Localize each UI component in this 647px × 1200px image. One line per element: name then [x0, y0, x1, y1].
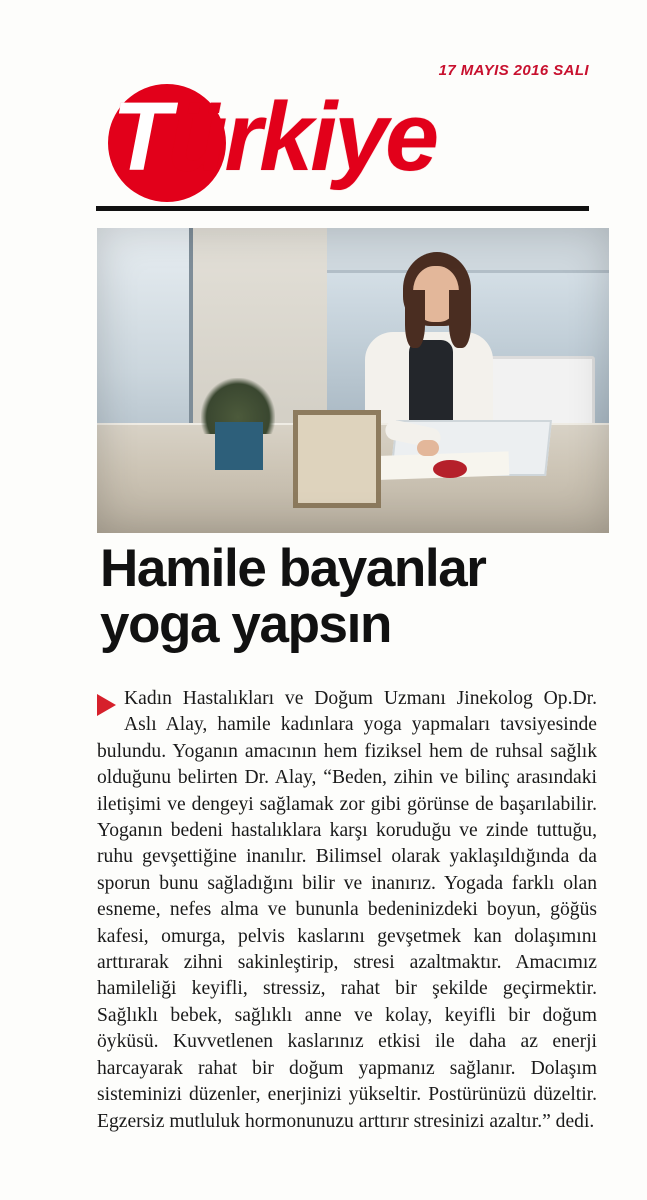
article-paragraph: Kadın Hastalıkları ve Doğum Uzmanı Jinekolog Op.Dr. Aslı Alay, hamile kadınlara yoga yapmaları tavsiyesinde bulundu. Yoganın amacının hem fiziksel hem de ruhsal sağlık olduğunu belirten Dr. Alay, “Beden, zihin ve bilinç arasındaki iletişimi ve dengeyi sağlamak zor gibi görünse de başarılabilir. Yoganın bedeni hastalıklara karşı koruduğu ve zinde tuttuğu, ruhu gevşettiğine inanılır. Bilimsel olarak yaklaşıldığında da sporun bunu sağladığını bilir ve inanırız. Yogada farklı olan esneme, nefes alma ve bununla bedeninizdeki boyun, göğüs kafesi, omurga, pelvis kaslarını gevşetmek kan dolaşımını arttırarak zihni sakinleştirip, stresi azaltmaktır. Amacımız hamileliği keyifli, stressiz, rahat bir şekilde geçirmektir. Sağlıklı bebek, sağlıklı anne ve kolay, keyifli bir doğum öyküsü. Kuvvetlenen kaslarınız etkisi ile daha az enerji harcayarak rahat bir doğum yapmanız sağlanır. Dolaşım sisteminizi düzenler, enerjinizi yükseltir. Postürünüzü düzeltir. Egzersiz mutluluk hormonunuzu arttırır stresinizi azaltır.” dedi.: [97, 688, 597, 1132]
logo-rest-letters: ürkiye: [168, 82, 437, 191]
newspaper-logo: [0, 82, 647, 198]
headline-line-2: yoga yapsın: [100, 595, 391, 654]
headline-line-1: Hamile bayanlar: [100, 539, 486, 598]
masthead-rule: [96, 206, 589, 211]
headline: [100, 541, 616, 653]
photo-vignette: [97, 228, 609, 533]
logo-wordmark: [112, 82, 436, 192]
triangle-bullet-icon: [97, 694, 116, 716]
issue-date: 17 MAYIS 2016 SALI: [438, 62, 589, 79]
logo-lead-letter: T: [112, 82, 169, 191]
article-body: [97, 686, 597, 1135]
article-photo: [97, 228, 609, 533]
masthead: [0, 0, 647, 218]
